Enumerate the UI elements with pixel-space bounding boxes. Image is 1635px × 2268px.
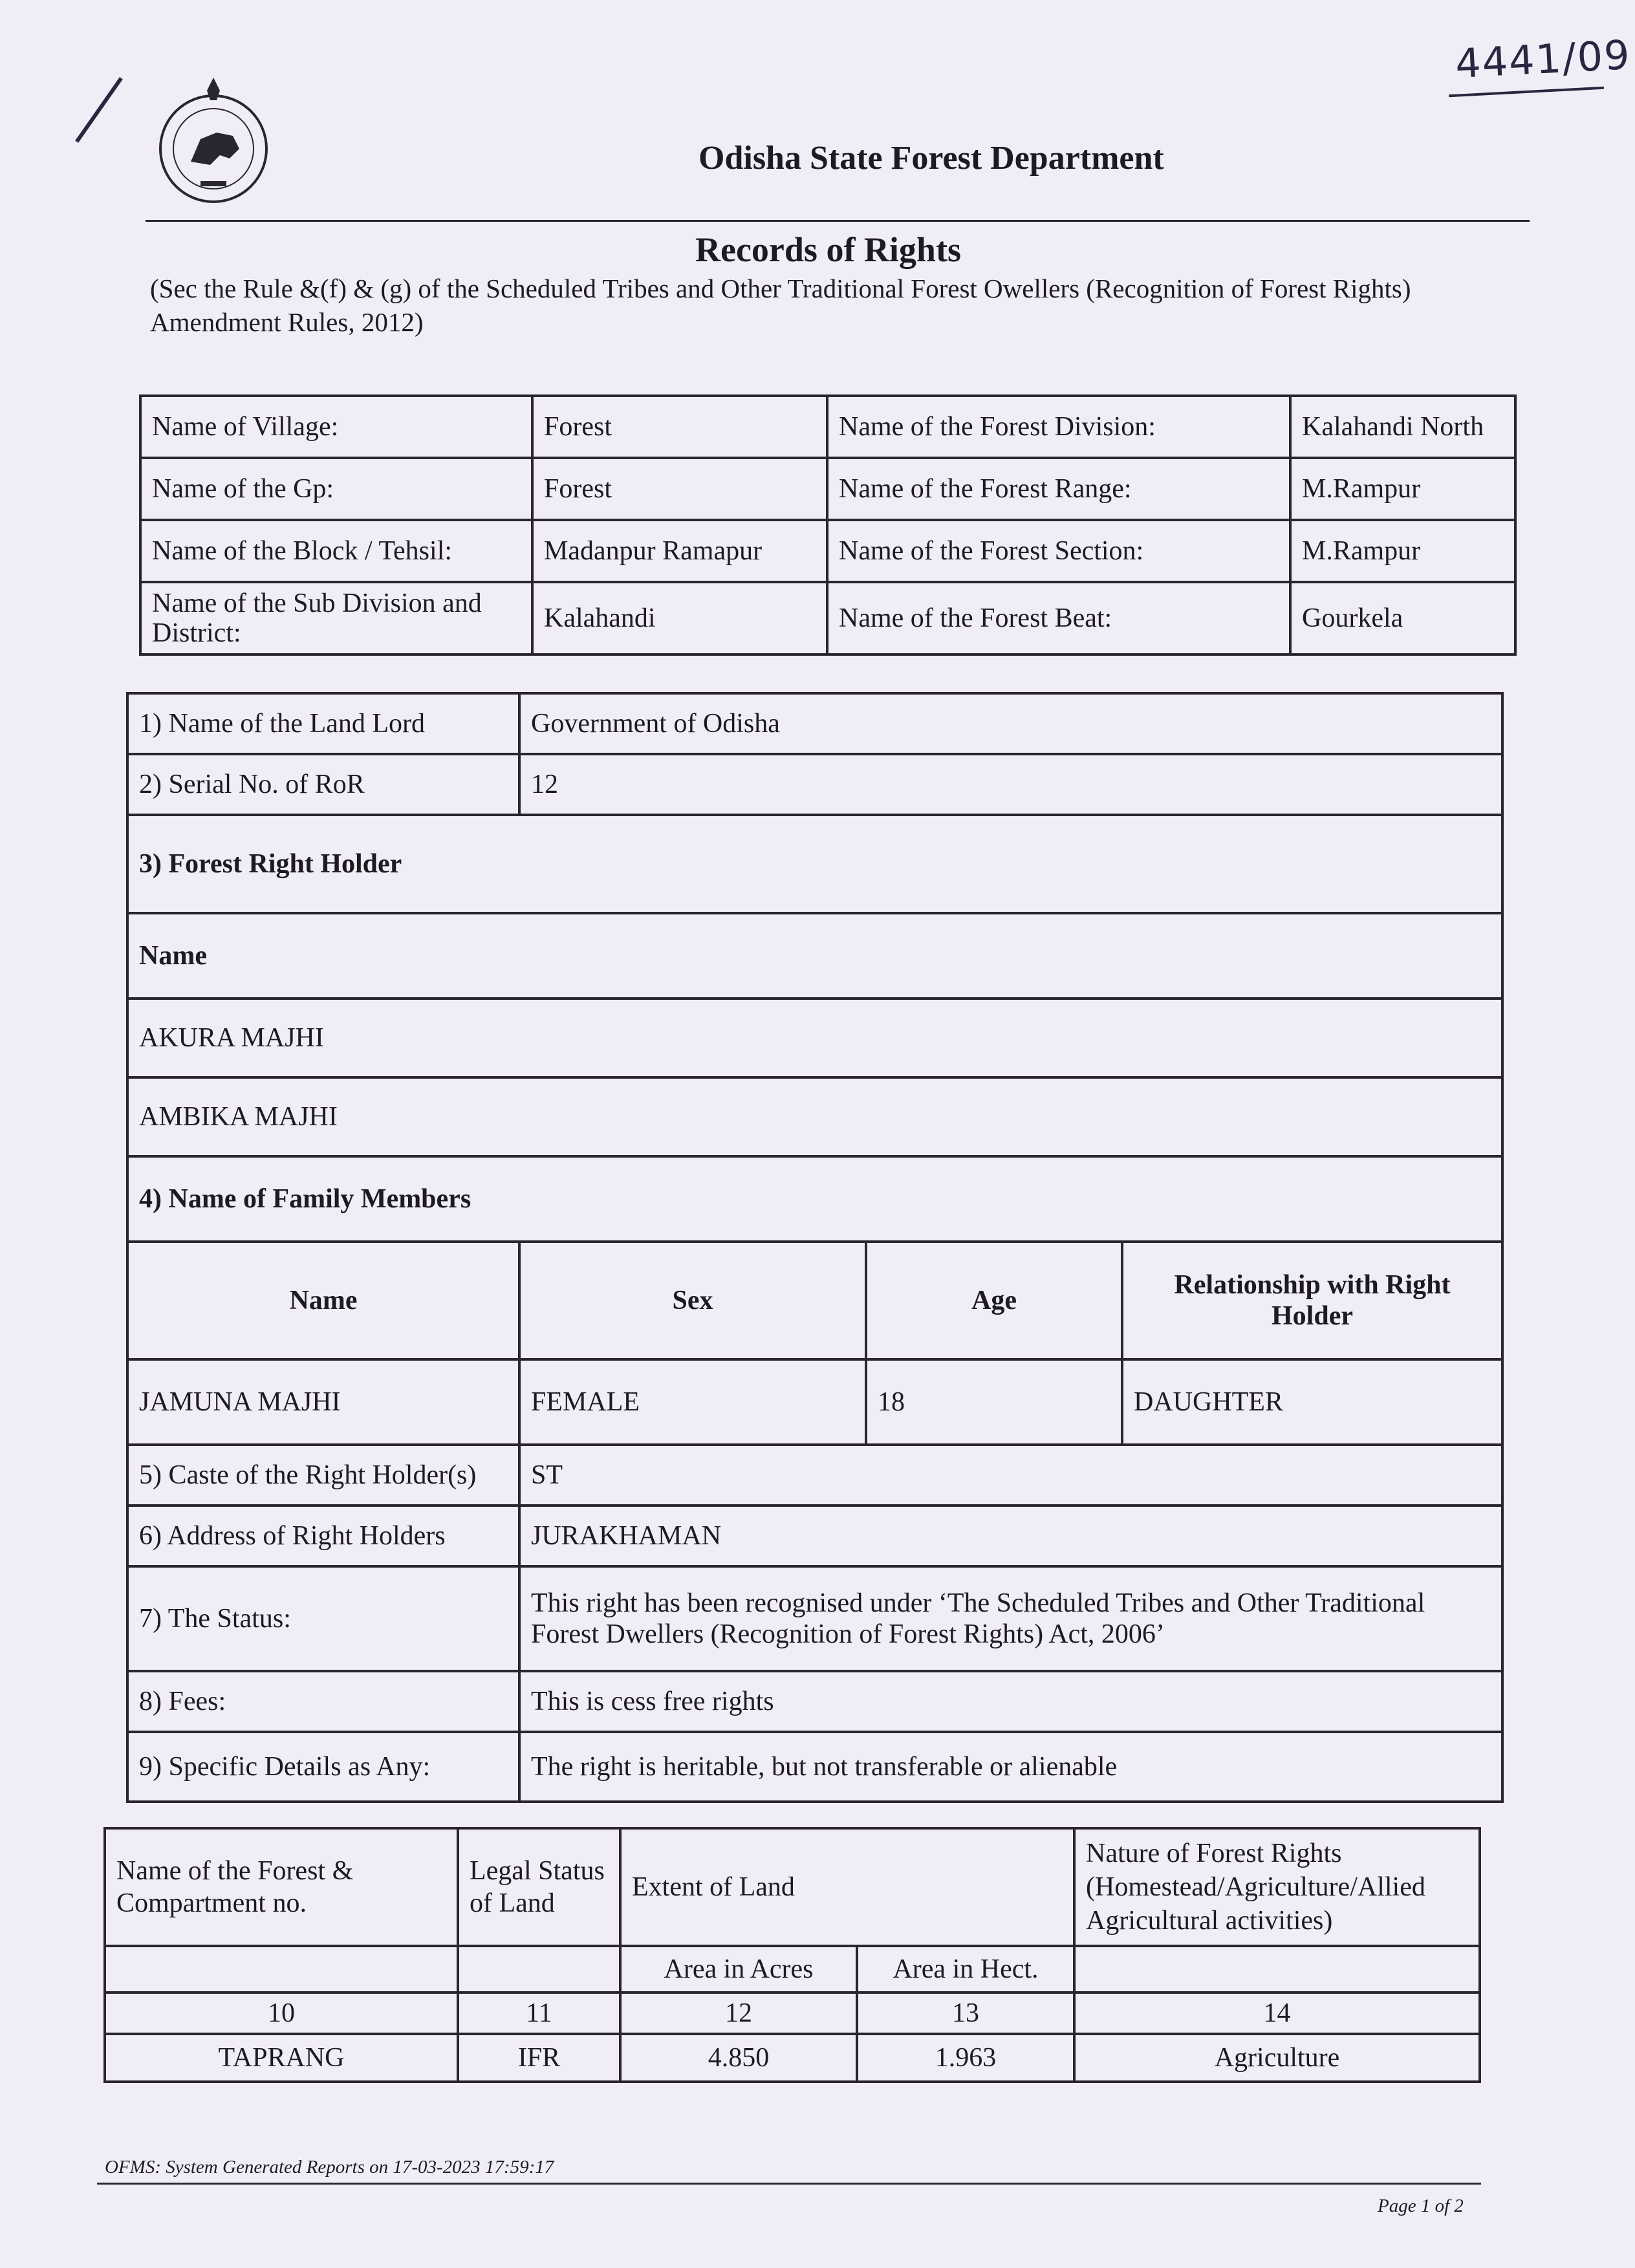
address-value: JURAKHAMAN xyxy=(519,1506,1502,1566)
table-row xyxy=(127,1445,1502,1506)
legal-col-heading: Legal Status of Land xyxy=(458,1828,620,1946)
table-row xyxy=(140,458,1515,520)
table-row xyxy=(105,2034,1480,2082)
blank-cell xyxy=(1074,1946,1480,1993)
area-hect: 1.963 xyxy=(857,2034,1074,2082)
gp-value: Forest xyxy=(532,458,827,520)
table-row xyxy=(127,1077,1502,1156)
fees-value: This is cess free rights xyxy=(519,1671,1502,1732)
rights-table xyxy=(126,692,1504,1803)
division-value: Kalahandi North xyxy=(1290,396,1515,458)
blank-cell xyxy=(105,1946,458,1993)
blank-cell xyxy=(458,1946,620,1993)
table-row xyxy=(127,999,1502,1077)
serial-value: 12 xyxy=(519,754,1502,815)
family-col-age: Age xyxy=(866,1242,1122,1359)
nature-of-right: Agriculture xyxy=(1074,2034,1480,2082)
fees-label: 8) Fees: xyxy=(127,1671,519,1732)
holder-name: AMBIKA MAJHI xyxy=(127,1077,1502,1156)
table-row xyxy=(140,520,1515,582)
col-number: 10 xyxy=(105,1993,458,2034)
col-number: 14 xyxy=(1074,1993,1480,2034)
legal-status: IFR xyxy=(458,2034,620,2082)
family-heading: 4) Name of Family Members xyxy=(127,1156,1502,1242)
nature-col-heading: Nature of Forest Rights (Homestead/Agriculture/Allied Agricultural activities) xyxy=(1074,1828,1480,1946)
table-row xyxy=(127,1242,1502,1359)
section-label: Name of the Forest Section: xyxy=(827,520,1290,582)
extent-col-heading: Extent of Land xyxy=(620,1828,1074,1946)
landlord-label: 1) Name of the Land Lord xyxy=(127,693,519,754)
beat-label: Name of the Forest Beat: xyxy=(827,582,1290,654)
table-row xyxy=(127,1506,1502,1566)
caste-label: 5) Caste of the Right Holder(s) xyxy=(127,1445,519,1506)
details-value: The right is heritable, but not transferable or alienable xyxy=(519,1732,1502,1802)
table-row xyxy=(127,913,1502,999)
table-row xyxy=(105,1828,1480,1946)
family-member-name: JAMUNA MAJHI xyxy=(127,1359,519,1445)
handwritten-underline xyxy=(1449,87,1604,98)
status-value xyxy=(519,1566,1502,1671)
rule-reference: (Sec the Rule &(f) & (g) of the Scheduled Tribes and Other Traditional Forest Owellers (Recognition of Forest Rights) Amendment Rules, 2012) xyxy=(150,274,1411,337)
subdiv-value: Kalahandi xyxy=(532,582,827,654)
footer-divider xyxy=(97,2183,1481,2185)
block-value: Madanpur Ramapur xyxy=(532,520,827,582)
odisha-emblem-icon xyxy=(155,71,272,207)
family-col-sex: Sex xyxy=(519,1242,866,1359)
table-row xyxy=(105,1946,1480,1993)
section-value: M.Rampur xyxy=(1290,520,1515,582)
family-member-relation: DAUGHTER xyxy=(1122,1359,1502,1445)
village-value: Forest xyxy=(532,396,827,458)
details-label: 9) Specific Details as Any: xyxy=(127,1732,519,1802)
family-col-relation: Relationship with Right Holder xyxy=(1122,1242,1502,1359)
land-table xyxy=(103,1827,1481,2083)
handwritten-reference: 4441/09 xyxy=(1454,30,1632,88)
table-row xyxy=(127,1359,1502,1445)
beat-value: Gourkela xyxy=(1290,582,1515,654)
generated-timestamp: OFMS: System Generated Reports on 17-03-2023 17:59:17 xyxy=(105,2157,554,2177)
table-row xyxy=(127,1156,1502,1242)
table-row xyxy=(127,1671,1502,1732)
table-row xyxy=(140,396,1515,458)
forest-col-heading: Name of the Forest & Compartment no. xyxy=(105,1828,458,1946)
forest-name: TAPRANG xyxy=(105,2034,458,2082)
col-number: 13 xyxy=(857,1993,1074,2034)
address-label: 6) Address of Right Holders xyxy=(127,1506,519,1566)
holder-name-heading: Name xyxy=(127,913,1502,999)
gp-label: Name of the Gp: xyxy=(140,458,532,520)
family-member-age: 18 xyxy=(866,1359,1122,1445)
village-label: Name of Village: xyxy=(140,396,532,458)
division-label: Name of the Forest Division: xyxy=(827,396,1290,458)
table-row xyxy=(127,754,1502,815)
department-title: Odisha State Forest Department xyxy=(698,140,1164,177)
range-label: Name of the Forest Range: xyxy=(827,458,1290,520)
status-line: This right has been recognised under ‘The Scheduled Tribes and Other Traditional xyxy=(531,1588,1425,1618)
table-row xyxy=(127,815,1502,913)
table-row xyxy=(127,1732,1502,1802)
document-title: Records of Rights xyxy=(695,230,961,269)
subdiv-label: Name of the Sub Division and District: xyxy=(140,582,532,654)
location-table xyxy=(139,394,1517,656)
page-number: Page 1 of 2 xyxy=(1378,2196,1464,2216)
table-row xyxy=(140,582,1515,654)
table-row xyxy=(127,1566,1502,1671)
col-number: 11 xyxy=(458,1993,620,2034)
range-value: M.Rampur xyxy=(1290,458,1515,520)
block-label: Name of the Block / Tehsil: xyxy=(140,520,532,582)
status-line: Forest Dwellers (Recognition of Forest Rights) Act, 2006’ xyxy=(531,1619,1165,1649)
holder-heading: 3) Forest Right Holder xyxy=(127,815,1502,913)
family-col-name: Name xyxy=(127,1242,519,1359)
col-number: 12 xyxy=(620,1993,857,2034)
landlord-value: Government of Odisha xyxy=(519,693,1502,754)
header-divider xyxy=(146,220,1530,222)
holder-name: AKURA MAJHI xyxy=(127,999,1502,1077)
caste-value: ST xyxy=(519,1445,1502,1506)
acres-col-heading: Area in Acres xyxy=(620,1946,857,1993)
family-member-sex: FEMALE xyxy=(519,1359,866,1445)
table-row xyxy=(127,693,1502,754)
pen-mark xyxy=(75,77,123,143)
area-acres: 4.850 xyxy=(620,2034,857,2082)
status-label: 7) The Status: xyxy=(127,1566,519,1671)
serial-label: 2) Serial No. of RoR xyxy=(127,754,519,815)
hect-col-heading: Area in Hect. xyxy=(857,1946,1074,1993)
table-row xyxy=(105,1993,1480,2034)
